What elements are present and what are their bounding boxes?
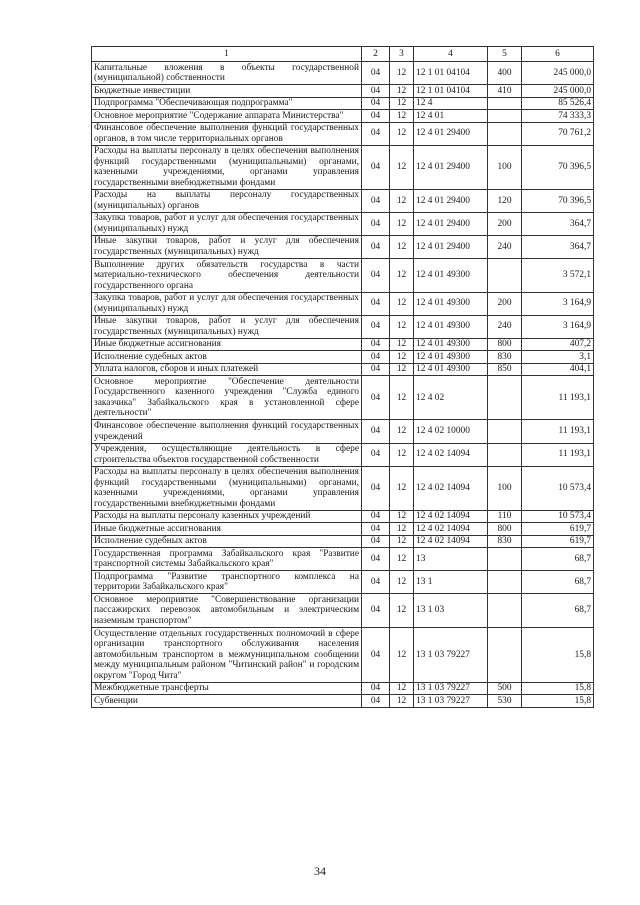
table-row [92, 189, 594, 212]
row-section-cell: 04 [362, 292, 390, 315]
row-amount-cell: 10 573,4 [522, 466, 594, 510]
row-subsection-cell: 12 [390, 351, 414, 364]
row-expense-type-cell [488, 628, 522, 683]
row-expense-type-cell: 100 [488, 145, 522, 189]
row-name-cell: Иные бюджетные ассигнования [92, 338, 362, 351]
table-row [92, 122, 594, 145]
row-subsection-cell: 12 [390, 292, 414, 315]
row-section-cell: 04 [362, 443, 390, 466]
row-amount-cell: 407,2 [522, 338, 594, 351]
table-row [92, 85, 594, 98]
row-expense-type-cell: 800 [488, 523, 522, 536]
row-expense-type-cell [488, 376, 522, 420]
row-amount-cell: 245 000,0 [522, 62, 594, 85]
header-col-5: 5 [488, 47, 522, 62]
row-name-cell: Основное мероприятие "Обеспечение деятельности Государственного казенного учреждения "Служба единого заказчика" Забайкальского края в установленной сфере деятельности" [92, 376, 362, 420]
table-row [92, 535, 594, 548]
row-target-article-cell: 12 4 02 14094 [414, 523, 488, 536]
row-target-article-cell: 12 4 01 49300 [414, 259, 488, 293]
row-section-cell: 04 [362, 363, 390, 376]
row-target-article-cell: 13 [414, 548, 488, 571]
row-name-cell: Субвенции [92, 695, 362, 708]
row-amount-cell: 404,1 [522, 363, 594, 376]
table-row [92, 571, 594, 594]
row-target-article-cell: 12 4 01 49300 [414, 363, 488, 376]
row-target-article-cell: 12 1 01 04104 [414, 85, 488, 98]
row-name-cell: Исполнение судебных актов [92, 535, 362, 548]
row-section-cell: 04 [362, 145, 390, 189]
table-row [92, 145, 594, 189]
row-section-cell: 04 [362, 235, 390, 258]
row-section-cell: 04 [362, 376, 390, 420]
row-subsection-cell: 12 [390, 628, 414, 683]
table-row [92, 420, 594, 443]
row-target-article-cell: 12 4 02 [414, 376, 488, 420]
row-subsection-cell: 12 [390, 466, 414, 510]
row-name-cell: Основное мероприятие "Содержание аппарата Министерства" [92, 110, 362, 123]
row-expense-type-cell: 200 [488, 292, 522, 315]
row-target-article-cell: 13 1 03 79227 [414, 628, 488, 683]
row-target-article-cell: 12 4 [414, 97, 488, 110]
row-amount-cell: 619,7 [522, 535, 594, 548]
table-row [92, 97, 594, 110]
table-row [92, 628, 594, 683]
row-subsection-cell: 12 [390, 535, 414, 548]
row-section-cell: 04 [362, 85, 390, 98]
row-name-cell: Капитальные вложения в объекты государственной (муниципальной) собственности [92, 62, 362, 85]
row-section-cell: 04 [362, 315, 390, 338]
header-row [92, 47, 594, 62]
row-amount-cell: 3 164,9 [522, 292, 594, 315]
row-expense-type-cell: 240 [488, 315, 522, 338]
row-subsection-cell: 12 [390, 315, 414, 338]
row-amount-cell: 85 526,4 [522, 97, 594, 110]
row-amount-cell: 364,7 [522, 212, 594, 235]
table-row [92, 259, 594, 293]
row-expense-type-cell [488, 110, 522, 123]
row-expense-type-cell [488, 420, 522, 443]
row-amount-cell: 15,8 [522, 682, 594, 695]
row-target-article-cell: 12 4 02 14094 [414, 510, 488, 523]
row-subsection-cell: 12 [390, 548, 414, 571]
row-expense-type-cell [488, 443, 522, 466]
row-expense-type-cell: 100 [488, 466, 522, 510]
row-section-cell: 04 [362, 212, 390, 235]
row-subsection-cell: 12 [390, 376, 414, 420]
row-subsection-cell: 12 [390, 682, 414, 695]
row-amount-cell: 68,7 [522, 594, 594, 628]
row-target-article-cell: 13 1 03 79227 [414, 695, 488, 708]
row-name-cell: Государственная программа Забайкальского края "Развитие транспортной системы Забайкальского края" [92, 548, 362, 571]
row-amount-cell: 74 333,3 [522, 110, 594, 123]
row-name-cell: Иные закупки товаров, работ и услуг для обеспечения государственных (муниципальных) нужд [92, 315, 362, 338]
row-subsection-cell: 12 [390, 571, 414, 594]
row-amount-cell: 68,7 [522, 548, 594, 571]
budget-table [91, 46, 594, 708]
row-amount-cell: 70 396,5 [522, 189, 594, 212]
row-section-cell: 04 [362, 110, 390, 123]
row-section-cell: 04 [362, 62, 390, 85]
row-target-article-cell: 12 1 01 04104 [414, 62, 488, 85]
table-row [92, 510, 594, 523]
row-section-cell: 04 [362, 259, 390, 293]
row-section-cell: 04 [362, 97, 390, 110]
row-section-cell: 04 [362, 189, 390, 212]
table-row [92, 695, 594, 708]
row-name-cell: Выполнение других обязательств государства в части материально-технического обеспечения деятельности государственного органа [92, 259, 362, 293]
header-col-4: 4 [414, 47, 488, 62]
row-target-article-cell: 12 4 01 29400 [414, 122, 488, 145]
row-expense-type-cell: 110 [488, 510, 522, 523]
row-target-article-cell: 13 1 [414, 571, 488, 594]
row-name-cell: Подпрограмма "Обеспечивающая подпрограмма" [92, 97, 362, 110]
row-expense-type-cell [488, 571, 522, 594]
row-name-cell: Уплата налогов, сборов и иных платежей [92, 363, 362, 376]
row-name-cell: Расходы на выплаты персоналу в целях обеспечения выполнения функций государственными (муниципальными) органами, казенными учреждениями, органами управления государственными внебюджетными фондами [92, 145, 362, 189]
row-name-cell: Основное мероприятие "Совершенствование организации пассажирских перевозок автомобильным и электрическим наземным транспортом" [92, 594, 362, 628]
row-amount-cell: 11 193,1 [522, 420, 594, 443]
row-name-cell: Расходы на выплаты персоналу казенных учреждений [92, 510, 362, 523]
row-expense-type-cell [488, 97, 522, 110]
row-expense-type-cell: 400 [488, 62, 522, 85]
table-row [92, 443, 594, 466]
row-name-cell: Учреждения, осуществляющие деятельность в сфере строительства объектов государственной собственности [92, 443, 362, 466]
row-amount-cell: 3 572,1 [522, 259, 594, 293]
row-target-article-cell: 12 4 01 49300 [414, 292, 488, 315]
row-amount-cell: 15,8 [522, 695, 594, 708]
row-expense-type-cell [488, 259, 522, 293]
row-target-article-cell: 12 4 01 49300 [414, 315, 488, 338]
row-expense-type-cell: 530 [488, 695, 522, 708]
row-subsection-cell: 12 [390, 510, 414, 523]
table-row [92, 682, 594, 695]
row-subsection-cell: 12 [390, 189, 414, 212]
row-subsection-cell: 12 [390, 235, 414, 258]
row-subsection-cell: 12 [390, 523, 414, 536]
row-expense-type-cell [488, 548, 522, 571]
row-name-cell: Подпрограмма "Развитие транспортного комплекса на территории Забайкальского края" [92, 571, 362, 594]
row-expense-type-cell: 830 [488, 351, 522, 364]
row-target-article-cell: 12 4 02 10000 [414, 420, 488, 443]
row-section-cell: 04 [362, 351, 390, 364]
row-amount-cell: 3,1 [522, 351, 594, 364]
row-section-cell: 04 [362, 628, 390, 683]
table-row [92, 292, 594, 315]
row-section-cell: 04 [362, 420, 390, 443]
row-expense-type-cell: 240 [488, 235, 522, 258]
row-subsection-cell: 12 [390, 145, 414, 189]
row-target-article-cell: 12 4 01 [414, 110, 488, 123]
row-subsection-cell: 12 [390, 420, 414, 443]
row-amount-cell: 619,7 [522, 523, 594, 536]
row-amount-cell: 10 573,4 [522, 510, 594, 523]
table-row [92, 110, 594, 123]
row-name-cell: Иные бюджетные ассигнования [92, 523, 362, 536]
table-row [92, 351, 594, 364]
table-row [92, 235, 594, 258]
row-target-article-cell: 12 4 01 29400 [414, 189, 488, 212]
row-amount-cell: 11 193,1 [522, 376, 594, 420]
table-row [92, 212, 594, 235]
table-row [92, 376, 594, 420]
row-expense-type-cell: 500 [488, 682, 522, 695]
row-section-cell: 04 [362, 571, 390, 594]
row-name-cell: Иные закупки товаров, работ и услуг для обеспечения государственных (муниципальных) нужд [92, 235, 362, 258]
row-target-article-cell: 12 4 01 49300 [414, 338, 488, 351]
row-section-cell: 04 [362, 523, 390, 536]
row-amount-cell: 364,7 [522, 235, 594, 258]
row-target-article-cell: 12 4 01 29400 [414, 145, 488, 189]
row-name-cell: Закупка товаров, работ и услуг для обеспечения государственных (муниципальных) нужд [92, 292, 362, 315]
row-section-cell: 04 [362, 338, 390, 351]
row-name-cell: Финансовое обеспечение выполнения функций государственных учреждений [92, 420, 362, 443]
row-amount-cell: 68,7 [522, 571, 594, 594]
row-subsection-cell: 12 [390, 363, 414, 376]
row-section-cell: 04 [362, 466, 390, 510]
row-amount-cell: 11 193,1 [522, 443, 594, 466]
row-expense-type-cell: 200 [488, 212, 522, 235]
row-expense-type-cell: 410 [488, 85, 522, 98]
row-subsection-cell: 12 [390, 594, 414, 628]
table-body [92, 62, 594, 708]
table-row [92, 62, 594, 85]
row-subsection-cell: 12 [390, 62, 414, 85]
row-target-article-cell: 13 1 03 79227 [414, 682, 488, 695]
row-name-cell: Закупка товаров, работ и услуг для обеспечения государственных (муниципальных) нужд [92, 212, 362, 235]
row-name-cell: Исполнение судебных актов [92, 351, 362, 364]
table-header [92, 47, 594, 62]
row-subsection-cell: 12 [390, 110, 414, 123]
table-row [92, 548, 594, 571]
header-col-3: 3 [390, 47, 414, 62]
row-amount-cell: 15,8 [522, 628, 594, 683]
row-target-article-cell: 12 4 01 29400 [414, 235, 488, 258]
row-name-cell: Бюджетные инвестиции [92, 85, 362, 98]
row-amount-cell: 70 396,5 [522, 145, 594, 189]
table-row [92, 315, 594, 338]
row-target-article-cell: 12 4 01 29400 [414, 212, 488, 235]
table-row [92, 363, 594, 376]
row-section-cell: 04 [362, 548, 390, 571]
row-subsection-cell: 12 [390, 212, 414, 235]
table-row [92, 466, 594, 510]
row-name-cell: Осуществление отдельных государственных полномочий в сфере организации транспортного обслуживания населения автомобильным транспортом в межмуниципальном сообщении между муниципальным районом "Читинский район" и городским округом "Город Чита" [92, 628, 362, 683]
header-col-2: 2 [362, 47, 390, 62]
row-section-cell: 04 [362, 594, 390, 628]
row-target-article-cell: 12 4 02 14094 [414, 466, 488, 510]
row-section-cell: 04 [362, 695, 390, 708]
table-row [92, 523, 594, 536]
row-target-article-cell: 12 4 01 49300 [414, 351, 488, 364]
row-section-cell: 04 [362, 535, 390, 548]
row-section-cell: 04 [362, 510, 390, 523]
row-subsection-cell: 12 [390, 85, 414, 98]
row-name-cell: Межбюджетные трансферты [92, 682, 362, 695]
row-subsection-cell: 12 [390, 259, 414, 293]
table-row [92, 594, 594, 628]
row-section-cell: 04 [362, 122, 390, 145]
row-subsection-cell: 12 [390, 122, 414, 145]
row-name-cell: Расходы на выплаты персоналу в целях обеспечения выполнения функций государственными (муниципальными) органами, казенными учреждениями, органами управления государственными внебюджетными фондами [92, 466, 362, 510]
row-subsection-cell: 12 [390, 338, 414, 351]
header-col-1: 1 [92, 47, 362, 62]
row-name-cell: Расходы на выплаты персоналу государственных (муниципальных) органов [92, 189, 362, 212]
row-expense-type-cell: 800 [488, 338, 522, 351]
row-expense-type-cell [488, 122, 522, 145]
row-target-article-cell: 12 4 02 14094 [414, 535, 488, 548]
row-expense-type-cell: 120 [488, 189, 522, 212]
row-amount-cell: 70 761,2 [522, 122, 594, 145]
row-subsection-cell: 12 [390, 443, 414, 466]
row-expense-type-cell [488, 594, 522, 628]
row-target-article-cell: 13 1 03 [414, 594, 488, 628]
page-number: 34 [314, 864, 326, 878]
row-section-cell: 04 [362, 682, 390, 695]
row-subsection-cell: 12 [390, 695, 414, 708]
row-amount-cell: 245 000,0 [522, 85, 594, 98]
header-col-6: 6 [522, 47, 594, 62]
row-name-cell: Финансовое обеспечение выполнения функций государственных органов, в том числе территориальных органов [92, 122, 362, 145]
table-row [92, 338, 594, 351]
row-expense-type-cell: 850 [488, 363, 522, 376]
row-subsection-cell: 12 [390, 97, 414, 110]
row-expense-type-cell: 830 [488, 535, 522, 548]
row-amount-cell: 3 164,9 [522, 315, 594, 338]
row-target-article-cell: 12 4 02 14094 [414, 443, 488, 466]
